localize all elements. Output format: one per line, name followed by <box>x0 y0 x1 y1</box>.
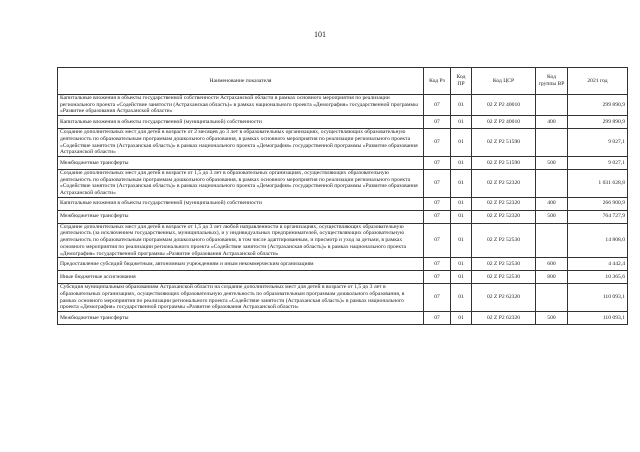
cell-csr: 02 Z P2 52320 <box>472 197 536 210</box>
cell-name: Создание дополнительных мест для детей в возрасте от 1,5 до 3 лет любой направленности в организациях, осуществляющих образовательную деятельность (за исключением государственных, муниципальных), и у индивидуальных предпринимателей, осуществляющих образовательную деятельность по образовательным программам дошкольного образования, в том числе адаптированным, и присмотр и уход за детьми, в рамках основного мероприятия по реализации регионального проекта «Содействие занятости (Астраханская область)» в рамках национального проекта «Демография» государственной программы «Развитие образования Астраханской области» <box>58 223 424 258</box>
cell-csr: 02 Z P2 62320 <box>472 284 536 312</box>
cell-vr: 800 <box>536 271 568 284</box>
cell-pr: 01 <box>451 156 472 169</box>
cell-val: 4 442,4 <box>568 258 628 271</box>
cell-csr: 02 Z P2 51590 <box>472 156 536 169</box>
cell-rz: 07 <box>424 284 451 312</box>
cell-val: 10 365,6 <box>568 271 628 284</box>
cell-val: 1 031 628,8 <box>568 169 628 197</box>
cell-pr: 01 <box>451 312 472 325</box>
cell-val: 9 027,1 <box>568 129 628 157</box>
cell-val: 110 093,1 <box>568 284 628 312</box>
cell-val: 764 727,9 <box>568 210 628 223</box>
cell-name: Иные бюджетные ассигнования <box>58 271 424 284</box>
header-rz: Код Рз <box>424 68 451 95</box>
cell-pr: 01 <box>451 116 472 129</box>
cell-rz: 07 <box>424 312 451 325</box>
cell-val: 299 890,9 <box>568 95 628 116</box>
cell-csr: 02 Z P2 40010 <box>472 95 536 116</box>
cell-rz: 07 <box>424 197 451 210</box>
cell-pr: 01 <box>451 129 472 157</box>
cell-csr: 02 Z P2 40010 <box>472 116 536 129</box>
cell-val: 14 808,0 <box>568 223 628 258</box>
cell-pr: 01 <box>451 271 472 284</box>
cell-name: Создание дополнительных мест для детей в возрасте от 1,5 до 3 лет в образовательных организациях, осуществляющих образовательную деятельность по образовательным программам дошкольного образования, в рамках основного мероприятия по реализации регионального проекта «Содействие занятости (Астраханская область)» в рамках национального проекта «Демография» государственной программы «Развитие образования Астраханской области» <box>58 169 424 197</box>
header-pr: Код ПР <box>451 68 472 95</box>
cell-rz: 07 <box>424 169 451 197</box>
cell-name: Создание дополнительных мест для детей в возрасте от 2 месяцев до 3 лет в образовательных организациях, осуществляющих образовательную деятельность по образовательным программам дошкольного образования, в рамках основного мероприятия по реализации регионального проекта «Содействие занятости (Астраханская область)» в рамках национального проекта «Демография» государственной программы «Развитие образования Астраханской области» <box>58 129 424 157</box>
cell-vr <box>536 129 568 157</box>
cell-rz: 07 <box>424 95 451 116</box>
cell-rz: 07 <box>424 271 451 284</box>
cell-rz: 07 <box>424 223 451 258</box>
table-row <box>58 258 628 271</box>
page-number: 101 <box>314 30 326 39</box>
cell-name: Предоставление субсидий бюджетным, автономным учреждениям и иным некоммерческим организациям <box>58 258 424 271</box>
cell-vr: 500 <box>536 210 568 223</box>
cell-rz: 07 <box>424 156 451 169</box>
cell-name: Субсидия муниципальным образованиям Астраханской области на создание дополнительных мест для детей в возрасте от 1,5 до 3 лет в образовательных организациях, осуществляющих образовательную деятельность по образовательным программам дошкольного образования, в рамках основного мероприятия по реализации регионального проекта «Содействие занятости (Астраханская область)» в рамках национального проекта «Демография» государственной программы «Развитие образования Астраханской области» <box>58 284 424 312</box>
cell-rz: 07 <box>424 116 451 129</box>
cell-pr: 01 <box>451 223 472 258</box>
cell-vr <box>536 95 568 116</box>
cell-pr: 01 <box>451 258 472 271</box>
cell-name: Капитальные вложения в объекты государственной (муниципальной) собственности <box>58 116 424 129</box>
cell-val: 299 890,9 <box>568 116 628 129</box>
cell-csr: 02 Z P2 52320 <box>472 210 536 223</box>
cell-pr: 01 <box>451 284 472 312</box>
cell-name: Капитальные вложения в объекты государственной (муниципальной) собственности <box>58 197 424 210</box>
header-vr: Код группы ВР <box>536 68 568 95</box>
cell-name: Межбюджетные трансферты <box>58 156 424 169</box>
cell-csr: 02 Z P2 52530 <box>472 258 536 271</box>
cell-vr: 600 <box>536 258 568 271</box>
header-year: 2021 год <box>568 68 628 95</box>
cell-csr: 02 Z P2 52530 <box>472 223 536 258</box>
table-row <box>58 129 628 157</box>
table-row <box>58 223 628 258</box>
cell-rz: 07 <box>424 210 451 223</box>
cell-name: Межбюджетные трансферты <box>58 312 424 325</box>
cell-val: 266 900,9 <box>568 197 628 210</box>
cell-csr: 02 Z P2 51590 <box>472 129 536 157</box>
cell-pr: 01 <box>451 210 472 223</box>
cell-csr: 02 Z P2 52530 <box>472 271 536 284</box>
cell-vr <box>536 169 568 197</box>
cell-csr: 02 Z P2 62320 <box>472 312 536 325</box>
cell-vr <box>536 284 568 312</box>
cell-vr: 500 <box>536 156 568 169</box>
cell-pr: 01 <box>451 197 472 210</box>
cell-pr: 01 <box>451 169 472 197</box>
cell-name: Межбюджетные трансферты <box>58 210 424 223</box>
header-csr: Код ЦСР <box>472 68 536 95</box>
header-name: Наименование показателя <box>58 68 424 95</box>
cell-val: 110 093,1 <box>568 312 628 325</box>
table-row <box>58 210 628 223</box>
cell-vr: 500 <box>536 312 568 325</box>
table-row <box>58 169 628 197</box>
cell-vr: 400 <box>536 116 568 129</box>
table-row <box>58 156 628 169</box>
table-row <box>58 95 628 116</box>
table-header-row <box>58 68 628 95</box>
table-row <box>58 284 628 312</box>
table-row <box>58 271 628 284</box>
cell-rz: 07 <box>424 129 451 157</box>
cell-csr: 02 Z P2 52320 <box>472 169 536 197</box>
cell-pr: 01 <box>451 95 472 116</box>
budget-table <box>57 67 628 325</box>
cell-vr <box>536 223 568 258</box>
table-row <box>58 312 628 325</box>
table-row <box>58 197 628 210</box>
cell-vr: 400 <box>536 197 568 210</box>
cell-rz: 07 <box>424 258 451 271</box>
cell-val: 9 027,1 <box>568 156 628 169</box>
cell-name: Капитальные вложения в объекты государственной собственности Астраханской области в рамках основного мероприятия по реализации регионального проекта «Содействие занятости (Астраханская область)» в рамках национального проекта «Демография» государственной программы «Развитие образования Астраханской области» <box>58 95 424 116</box>
table-row <box>58 116 628 129</box>
